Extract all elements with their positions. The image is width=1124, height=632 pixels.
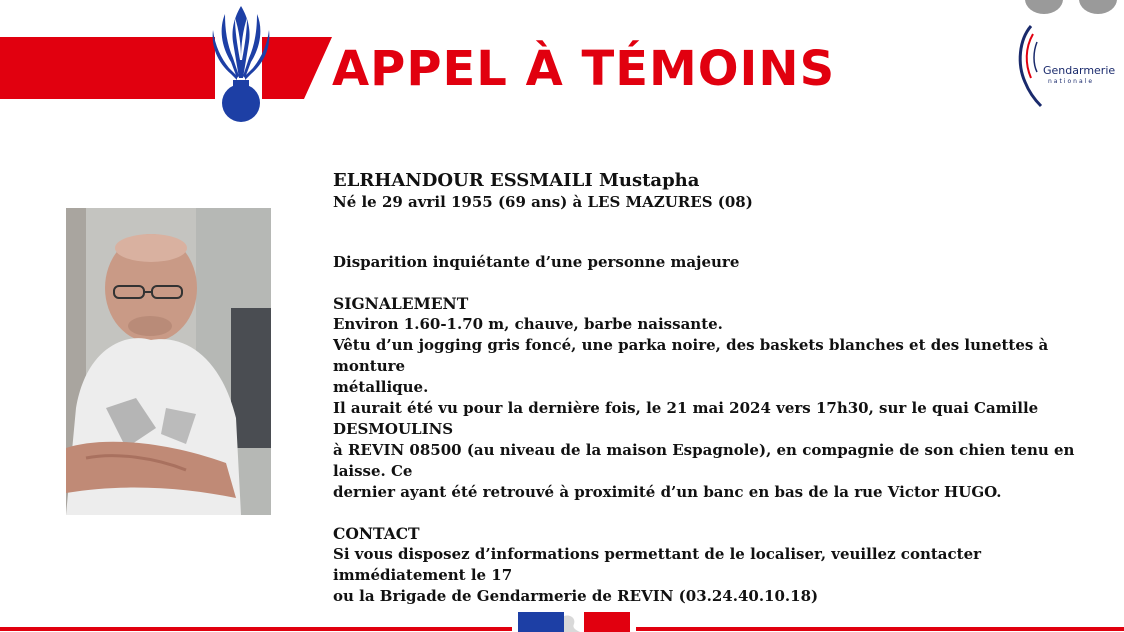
signalement-line: Il aurait été vu pour la dernière fois, le 21 mai 2024 vers 17h30, sur le quai Camille DESMOULINS	[333, 399, 1039, 438]
logo-name: Gendarmerie	[1043, 64, 1116, 77]
contact-line: ou la Brigade de Gendarmerie de REVIN (03.24.40.10.18)	[333, 587, 819, 605]
person-photo	[66, 208, 271, 515]
notice-content	[333, 170, 1093, 607]
signalement-line: dernier ayant été retrouvé à proximité d’un banc en bas de la rue Victor HUGO.	[333, 483, 1002, 501]
header-red-band	[0, 37, 215, 99]
page-title: APPEL À TÉMOINS	[332, 41, 836, 97]
logo-subtitle: nationale	[1048, 78, 1095, 85]
grenade-flame-icon	[205, 0, 277, 128]
person-birth-info: Né le 29 avril 1955 (69 ans) à LES MAZURES (08)	[333, 193, 753, 211]
person-name: ELRHANDOUR ESSMAILI Mustapha	[333, 170, 700, 191]
signalement-line: Vêtu d’un jogging gris foncé, une parka noire, des baskets blanches et des lunettes à monture	[333, 336, 1049, 375]
zoom-control-button[interactable]	[1025, 0, 1063, 14]
footer-red-line	[0, 627, 512, 631]
case-type: Disparition inquiétante d’une personne majeure	[333, 253, 740, 271]
signalement-line: à REVIN 08500 (au niveau de la maison Espagnole), en compagnie de son chien tenu en laisse. Ce	[333, 441, 1075, 480]
contact-heading: CONTACT	[333, 524, 420, 543]
spacer	[333, 212, 1093, 252]
spacer	[333, 273, 1093, 293]
marianne-flag-icon	[518, 612, 630, 632]
contact-line: Si vous disposez d’informations permettant de le localiser, veuillez contacter immédiatement le 17	[333, 545, 982, 584]
signalement-heading: SIGNALEMENT	[333, 294, 469, 313]
footer-red-line	[636, 627, 1124, 631]
options-control-button[interactable]	[1079, 0, 1117, 14]
signalement-line: Environ 1.60-1.70 m, chauve, barbe naissante.	[333, 315, 723, 333]
spacer	[333, 503, 1093, 523]
signalement-line: métallique.	[333, 378, 429, 396]
